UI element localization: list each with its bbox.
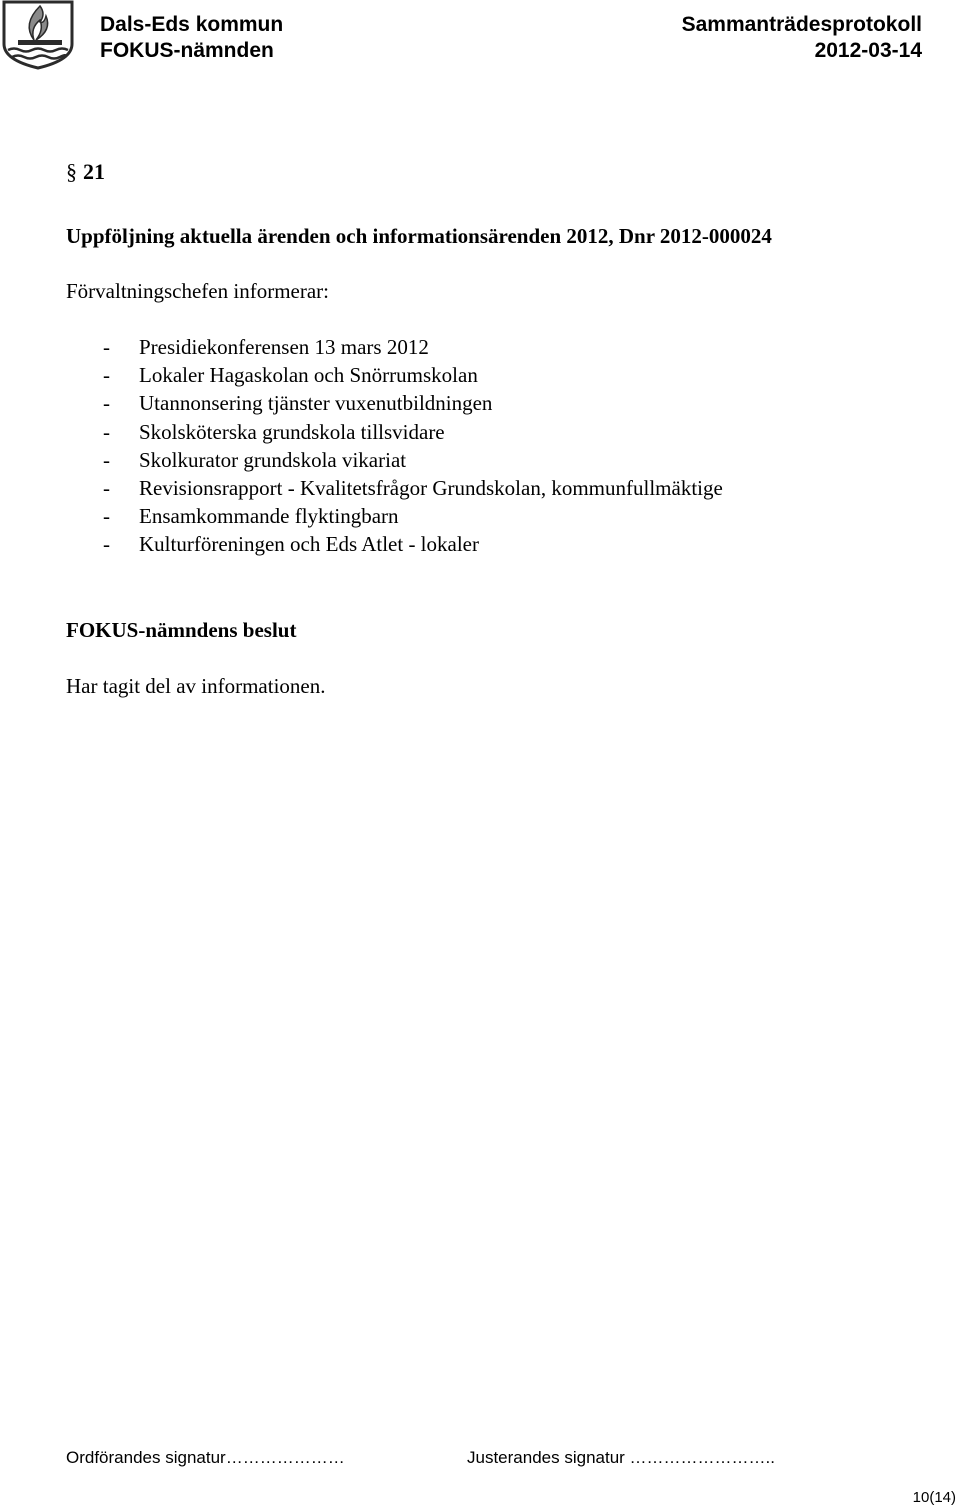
section-title: Uppföljning aktuella ärenden och informationsärenden 2012, Dnr 2012-000024 <box>66 224 772 248</box>
header-committee: FOKUS-nämnden <box>100 39 274 62</box>
list-item-text: Ensamkommande flyktingbarn <box>139 504 399 529</box>
list-marker: - <box>103 532 110 557</box>
decision-text: Har tagit del av informationen. <box>66 674 326 698</box>
list-item-text: Kulturföreningen och Eds Atlet - lokaler <box>139 532 479 557</box>
municipal-coat-of-arms-icon <box>0 0 78 70</box>
adjuster-signature-line: Justerandes signatur …………………….. <box>467 1448 775 1467</box>
list-item <box>66 418 723 446</box>
decision-heading: FOKUS-nämndens beslut <box>66 618 297 642</box>
section-sign: § <box>66 159 77 184</box>
list-marker: - <box>103 475 110 500</box>
list-item-text: Revisionsrapport - Kvalitetsfrågor Grundskolan, kommunfullmäktige <box>139 475 723 500</box>
section-number-value: 21 <box>83 159 105 184</box>
section-intro: Förvaltningschefen informerar: <box>66 279 329 303</box>
list-item <box>66 333 723 361</box>
list-item-text: Presidiekonferensen 13 mars 2012 <box>139 335 429 359</box>
list-item-text: Utannonsering tjänster vuxenutbildningen <box>139 391 493 416</box>
list-marker: - <box>103 363 110 388</box>
list-item-text: Lokaler Hagaskolan och Snörrumskolan <box>139 363 478 388</box>
header-date: 2012-03-14 <box>814 39 922 62</box>
list-item <box>66 361 723 389</box>
section-number <box>66 157 105 187</box>
list-item <box>66 446 723 474</box>
list-item <box>66 530 723 558</box>
information-list <box>66 333 723 559</box>
list-marker: - <box>103 447 110 472</box>
list-item <box>66 389 723 417</box>
list-item-text: Skolkurator grundskola vikariat <box>139 447 407 472</box>
header-document-type: Sammanträdesprotokoll <box>681 13 922 36</box>
list-marker: - <box>103 335 110 359</box>
list-item-text: Skolsköterska grundskola tillsvidare <box>139 419 445 444</box>
page-number: 10(14) <box>912 1489 956 1506</box>
list-marker: - <box>103 419 110 444</box>
list-item <box>66 502 723 530</box>
chair-signature-line: Ordförandes signatur………………… <box>66 1448 345 1467</box>
list-item <box>66 474 723 502</box>
list-marker: - <box>103 391 110 416</box>
header-municipality: Dals-Eds kommun <box>100 13 284 36</box>
list-marker: - <box>103 504 110 529</box>
